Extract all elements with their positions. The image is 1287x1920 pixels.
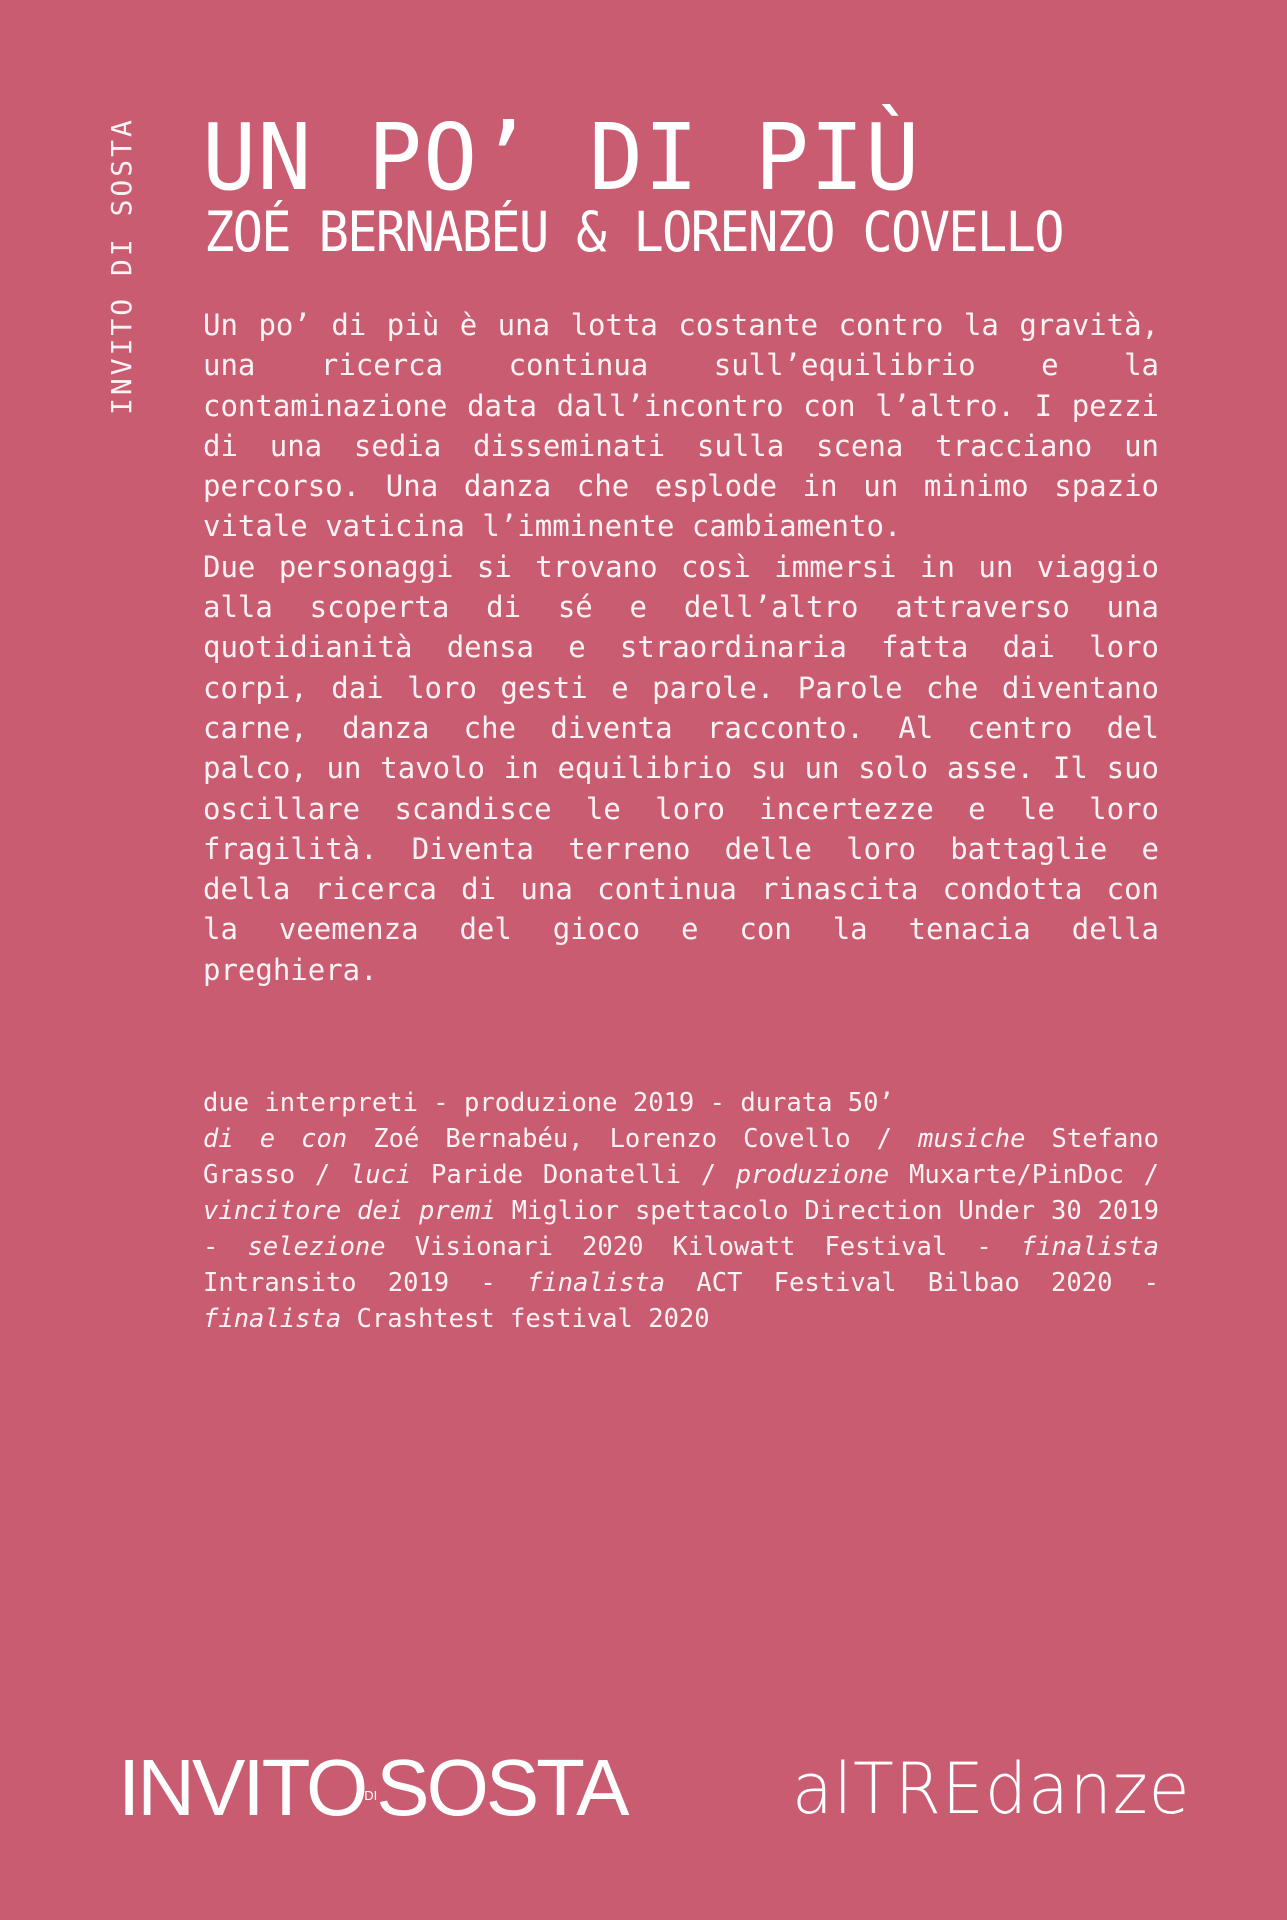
description-paragraph: Due personaggi si trovano così immersi in un viaggio alla scoperta di sé e dell’altro attraverso una quotidianità densa e straordinaria fatta dai loro corpi, dai loro gesti e parole. Parole che diventano carne, danza che diventa racconto. Al centro del palco, un tavolo in equilibrio su un solo asse. Il suo oscillare scandisce le loro incertezze e le loro fragilità. Diventa terreno delle loro battaglie e della ricerca di una continua rinascita condotta con la veemenza del gioco e con la tenacia della preghiera. (203, 549, 1159, 987)
credit-label: selezione (247, 1232, 386, 1262)
credit-value: Visionari 2020 Kilowatt Festival - (414, 1232, 992, 1262)
credits-block (203, 1085, 1159, 1337)
credit-label: vincitore dei premi (203, 1196, 496, 1226)
credit-value: ACT Festival Bilbao 2020 - (696, 1268, 1160, 1298)
altredanze-logo: alTREdanze (792, 1748, 1191, 1830)
credit-label: finalista (526, 1268, 666, 1298)
show-title: UN PO’ DI PIÙ (202, 104, 921, 211)
credit-value: Crashtest festival 2020 (356, 1304, 710, 1334)
credit-value: Miglior spettacolo Direction Under 30 2019 - (203, 1196, 1159, 1262)
side-label: INVITO DI SOSTA (105, 117, 138, 415)
logo-word-di: DI (364, 1788, 378, 1803)
authors-heading: ZOÉ BERNABÉU & LORENZO COVELLO (204, 200, 1063, 264)
description-paragraph: Un po’ di più è una lotta costante contro la gravità, una ricerca continua sull’equilibrio e la contaminazione data dall’incontro con l’altro. I pezzi di una sedia disseminati sulla scena tracciano un percorso. Una danza che esplode in un minimo spazio vitale vaticina l’imminente cambiamento. (203, 308, 1159, 544)
credit-label: di e con (203, 1124, 348, 1154)
credit-value: Stefano Grasso / (203, 1124, 1159, 1190)
credit-value: Paride Donatelli / (431, 1160, 717, 1190)
credit-label: produzione (735, 1160, 890, 1190)
credit-label: luci (349, 1160, 412, 1190)
credit-label: finalista (1020, 1232, 1160, 1262)
logo-word-invito: INVITO (118, 1743, 366, 1832)
credits-summary: due interpreti - produzione 2019 - durata 50’ (203, 1088, 894, 1118)
credit-value: Muxarte/PinDoc / (908, 1160, 1159, 1190)
description (203, 305, 1159, 990)
credit-value: Intransito 2019 - (203, 1268, 496, 1298)
invito-di-sosta-logo (118, 1743, 627, 1832)
credit-value: Zoé Bernabéu, Lorenzo Covello / (373, 1124, 892, 1154)
credit-label: musiche (918, 1124, 1026, 1154)
credit-label: finalista (203, 1304, 342, 1334)
credits-list (203, 1121, 1159, 1337)
logo-word-sosta: SOSTA (376, 1743, 627, 1832)
